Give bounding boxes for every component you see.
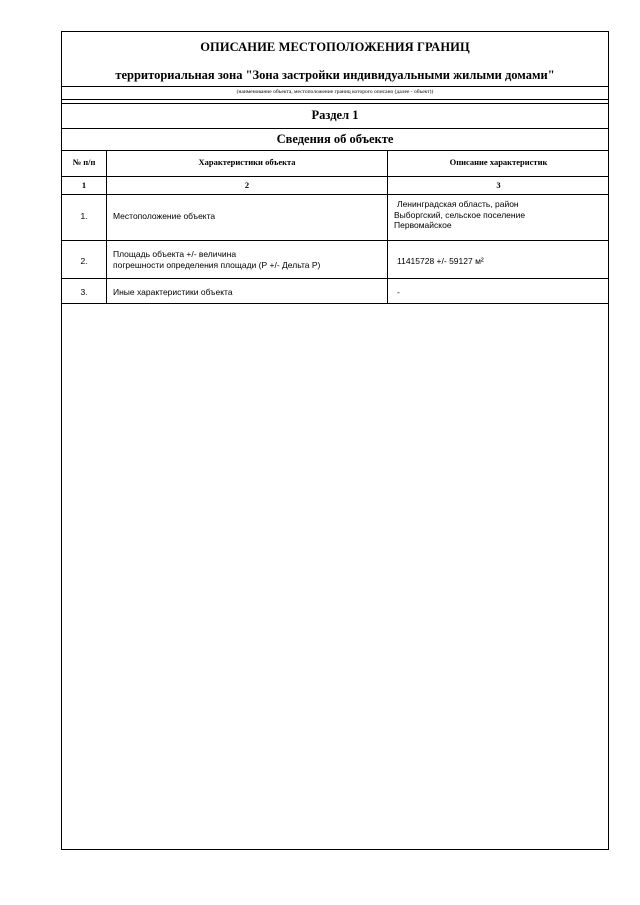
divider <box>62 150 608 151</box>
row-3-description: - <box>397 287 400 297</box>
row-divider <box>62 278 608 279</box>
object-name-note: (наименование объекта, местоположение границ которого описано (далее - объект)) <box>236 89 434 95</box>
header-number: № п/п <box>72 157 96 167</box>
row-2-number: 2. <box>80 256 88 266</box>
row-3-number: 3. <box>80 287 88 297</box>
row-3-characteristic: Иные характеристики объекта <box>113 287 233 297</box>
header-description: Описание характеристик <box>449 157 548 167</box>
row-1-description-line-2: Выборгский, сельское поселение <box>394 209 526 220</box>
column-number-3: 3 <box>496 180 501 190</box>
column-number-2: 2 <box>244 180 250 190</box>
column-divider <box>106 150 107 303</box>
divider <box>62 86 608 87</box>
row-divider <box>62 194 608 195</box>
row-1-characteristic: Местоположение объекта <box>113 211 216 221</box>
row-1-description <box>394 199 606 231</box>
row-2-characteristic-line-1: Площадь объекта +/- величина <box>113 249 237 259</box>
header-characteristics: Характеристики объекта <box>198 157 296 167</box>
table-bottom-border <box>62 303 608 304</box>
divider <box>62 103 608 104</box>
divider <box>62 128 608 129</box>
row-1-description-line-3: Первомайское <box>394 220 452 230</box>
column-divider <box>387 150 388 303</box>
document-frame <box>61 31 609 850</box>
row-1-number: 1. <box>80 211 88 221</box>
row-divider <box>62 176 608 177</box>
document-subtitle: территориальная зона "Зона застройки индивидуальными жилыми домами" <box>115 68 555 82</box>
row-2-characteristic-line-2: погрешности определения площади (Р +/- Дельта Р) <box>113 259 321 270</box>
section-subtitle: Сведения об объекте <box>276 132 394 146</box>
divider <box>62 99 608 100</box>
section-title: Раздел 1 <box>311 108 359 122</box>
row-1-description-line-1: Ленинградская область, район <box>397 199 519 209</box>
column-number-1: 1 <box>81 180 87 190</box>
row-2-characteristic <box>113 249 385 270</box>
row-2-description: 11415728 +/- 59127 м² <box>397 256 484 266</box>
row-divider <box>62 240 608 241</box>
document-title: ОПИСАНИЕ МЕСТОПОЛОЖЕНИЯ ГРАНИЦ <box>200 40 470 54</box>
